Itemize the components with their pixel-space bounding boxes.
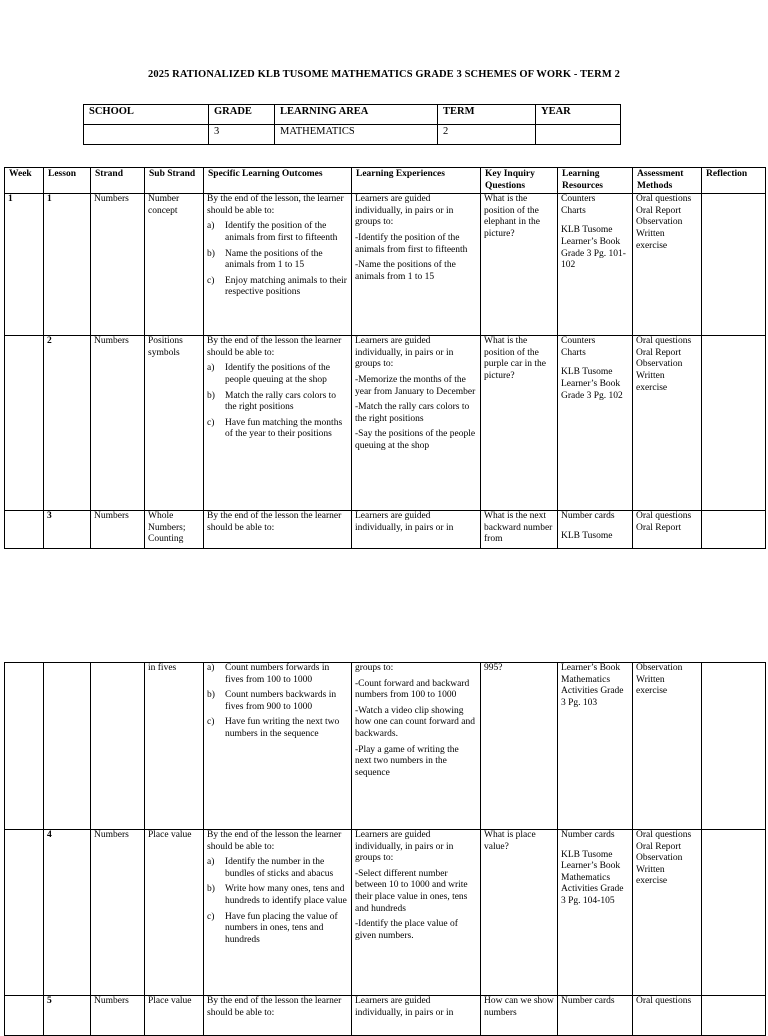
header-reflection: Reflection — [702, 168, 766, 194]
table-row — [5, 336, 766, 511]
week-cell — [5, 830, 44, 996]
experience-line: Learners are guided individually, in pairs or in groups to: — [355, 830, 454, 864]
experiences-cell — [352, 996, 481, 1036]
resource-line: Counters — [561, 194, 596, 205]
header-week: Week — [5, 168, 44, 194]
outcomes-intro: By the end of the lesson, the learner should be able to: — [207, 194, 344, 216]
info-header-year: YEAR — [536, 105, 621, 125]
header-strand: Strand — [91, 168, 145, 194]
assessment-line: Oral questions — [636, 336, 692, 347]
reflection-cell — [702, 511, 766, 549]
table-row — [5, 511, 766, 549]
experiences-cell — [352, 194, 481, 336]
sub-strand-cell: Number concept — [145, 194, 204, 336]
info-year-value — [536, 125, 621, 145]
list-text: Identify the position of the animals from first to fifteenth — [225, 221, 338, 243]
assessment-cell: Oral questions — [633, 996, 702, 1036]
week-cell — [5, 511, 44, 549]
key-inquiry-cell: What is the position of the elephant in the picture? — [481, 194, 558, 336]
list-item — [207, 912, 348, 947]
info-header-term: TERM — [438, 105, 536, 125]
resources-cell — [558, 830, 633, 996]
strand-cell — [91, 663, 145, 830]
experiences-cell — [352, 511, 481, 549]
scheme-header-row — [5, 168, 766, 194]
outcomes-cell — [204, 511, 352, 549]
list-text: Identify the positions of the people queuing at the shop — [225, 363, 331, 385]
key-inquiry-cell: What is the next backward number from — [481, 511, 558, 549]
list-item — [207, 221, 348, 244]
outcomes-cell — [204, 336, 352, 511]
list-item — [207, 276, 348, 299]
outcomes-intro: By the end of the lesson the learner should be able to: — [207, 830, 342, 852]
assessment-cell — [633, 663, 702, 830]
assessment-line: Oral questions — [636, 194, 692, 205]
list-marker: b) — [207, 884, 215, 895]
list-item — [207, 363, 348, 386]
resources-cell: Learner’s Book Mathematics Activities Grade 3 Pg. 103 — [558, 663, 633, 830]
experience-line: -Name the positions of the animals from 1 to 15 — [355, 260, 456, 282]
list-item — [207, 690, 348, 713]
list-marker: c) — [207, 717, 215, 728]
outcomes-intro: By the end of the lesson the learner should be able to: — [207, 336, 342, 358]
outcomes-intro: By the end of the lesson the learner should be able to: — [207, 996, 342, 1018]
list-text: Write how many ones, tens and hundreds to identify place value — [225, 884, 347, 906]
list-item — [207, 663, 348, 686]
assessment-cell — [633, 194, 702, 336]
document-title: 2025 RATIONALIZED KLB TUSOME MATHEMATICS GRADE 3 SCHEMES OF WORK - TERM 2 — [148, 69, 620, 80]
experience-line: -Memorize the months of the year from January to December — [355, 374, 476, 397]
week-cell — [5, 663, 44, 830]
experience-line: groups to: — [355, 663, 394, 673]
assessment-line: Written exercise — [636, 228, 668, 251]
key-inquiry-cell: 995? — [481, 663, 558, 830]
table-row — [5, 830, 766, 996]
list-item — [207, 857, 348, 880]
experience-line: Learners are guided individually, in pairs or in groups to: — [355, 194, 454, 228]
reflection-cell — [702, 996, 766, 1036]
week-cell: 1 — [5, 194, 44, 336]
header-learning-resources: Learning Resources — [558, 168, 633, 194]
header-lesson: Lesson — [44, 168, 91, 194]
lesson-cell: 3 — [44, 511, 91, 549]
sub-strand-cell: Whole Numbers; Counting — [145, 511, 204, 549]
list-item — [207, 418, 348, 441]
info-term-value: 2 — [438, 125, 536, 145]
header-assessment-methods: Assessment Methods — [633, 168, 702, 194]
experience-line: -Identify the position of the animals from first to fifteenth — [355, 232, 468, 255]
list-marker: b) — [207, 690, 215, 701]
assessment-line: Oral questions — [636, 511, 692, 522]
info-learning-area-value: MATHEMATICS — [275, 125, 438, 145]
list-item — [207, 391, 348, 414]
header-key-inquiry-questions: Key Inquiry Questions — [481, 168, 558, 194]
resource-line: KLB Tusome Learner’s Book Mathematics Activities Grade 3 Pg. 104-105 — [561, 849, 624, 906]
list-text: Name the positions of the animals from 1 to 15 — [225, 248, 323, 271]
scheme-table-page-1 — [4, 167, 766, 549]
assessment-cell — [633, 830, 702, 996]
strand-cell: Numbers — [91, 336, 145, 511]
experience-line: -Play a game of writing the next two numbers in the sequence — [355, 744, 459, 778]
info-header-learning-area: LEARNING AREA — [275, 105, 438, 125]
experiences-cell — [352, 830, 481, 996]
assessment-line: Oral Report — [636, 205, 682, 216]
outcomes-cell — [204, 996, 352, 1036]
experiences-cell — [352, 336, 481, 511]
key-inquiry-cell: What is place value? — [481, 830, 558, 996]
table-row — [5, 663, 766, 830]
list-item — [207, 884, 348, 907]
assessment-line: Observation — [636, 853, 683, 864]
assessment-line: Oral Report — [636, 841, 682, 852]
list-marker: c) — [207, 911, 215, 922]
sub-strand-cell: Place value — [145, 830, 204, 996]
resources-cell — [558, 336, 633, 511]
week-cell — [5, 336, 44, 511]
list-marker: a) — [207, 663, 215, 673]
outcomes-list — [207, 857, 348, 946]
assessment-cell — [633, 511, 702, 549]
resource-line: KLB Tusome Learner’s Book Grade 3 Pg. 102 — [561, 367, 623, 401]
assessment-line: Written exercise — [636, 864, 668, 887]
list-marker: a) — [207, 857, 215, 868]
list-text: Count numbers forwards in fives from 100 to 1000 — [225, 663, 330, 685]
key-inquiry-cell: How can we show numbers — [481, 996, 558, 1036]
list-text: Match the rally cars colors to the right positions — [225, 390, 337, 413]
assessment-cell — [633, 336, 702, 511]
info-value-row — [84, 125, 621, 145]
outcomes-list — [207, 663, 348, 741]
assessment-line: Oral Report — [636, 347, 682, 358]
list-marker: b) — [207, 390, 215, 401]
list-text: Identify the number in the bundles of sticks and abacus — [225, 857, 334, 879]
outcomes-cell — [204, 830, 352, 996]
list-marker: a) — [207, 363, 215, 374]
info-header-school: SCHOOL — [84, 105, 209, 125]
resource-line: Number cards — [561, 511, 615, 522]
info-school-value — [84, 125, 209, 145]
table-row — [5, 194, 766, 336]
reflection-cell — [702, 830, 766, 996]
list-text: Enjoy matching animals to their respective positions — [225, 275, 347, 298]
scheme-table-page-2 — [4, 662, 766, 1036]
experience-line: -Match the rally cars colors to the right positions — [355, 402, 470, 424]
list-item — [207, 249, 348, 272]
resources-cell — [558, 194, 633, 336]
experience-line: -Identify the place value of given numbers. — [355, 919, 458, 941]
info-header-row — [84, 105, 621, 125]
lesson-cell — [44, 663, 91, 830]
experience-line: Learners are guided individually, in pairs or in — [355, 996, 454, 1018]
outcomes-cell — [204, 663, 352, 830]
sub-strand-cell: Positions symbols — [145, 336, 204, 511]
resources-cell: Number cards — [558, 996, 633, 1036]
header-learning-experiences: Learning Experiences — [352, 168, 481, 194]
reflection-cell — [702, 194, 766, 336]
key-inquiry-cell: What is the position of the purple car in the picture? — [481, 336, 558, 511]
experience-line: -Watch a video clip showing how one can count forward and backwards. — [355, 705, 476, 739]
info-grade-value: 3 — [209, 125, 275, 145]
resources-cell — [558, 511, 633, 549]
assessment-line: Oral questions — [636, 830, 692, 840]
table-row — [5, 996, 766, 1036]
info-header-grade: GRADE — [209, 105, 275, 125]
list-text: Count numbers backwards in fives from 900 to 1000 — [225, 690, 337, 712]
resource-line: KLB Tusome — [561, 530, 613, 541]
header-specific-learning-outcomes: Specific Learning Outcomes — [204, 168, 352, 194]
lesson-cell: 5 — [44, 996, 91, 1036]
assessment-line: Written exercise — [636, 674, 668, 697]
strand-cell: Numbers — [91, 830, 145, 996]
list-marker: b) — [207, 248, 215, 259]
outcomes-cell — [204, 194, 352, 336]
resource-line: KLB Tusome Learner’s Book Grade 3 Pg. 101-102 — [561, 225, 626, 271]
strand-cell: Numbers — [91, 194, 145, 336]
experience-line: -Say the positions of the people queuing at the shop — [355, 429, 476, 451]
list-text: Have fun placing the value of numbers in ones, tens and hundreds — [225, 911, 338, 945]
resource-line: Charts — [561, 205, 586, 216]
sub-strand-cell: in fives — [145, 663, 204, 830]
outcomes-intro: By the end of the lesson the learner should be able to: — [207, 511, 342, 533]
list-text: Have fun matching the months of the year to their positions — [225, 417, 343, 440]
assessment-line: Written exercise — [636, 370, 668, 393]
assessment-line: Observation — [636, 217, 683, 228]
list-marker: c) — [207, 275, 215, 286]
resource-line: Counters — [561, 336, 596, 347]
lesson-cell: 1 — [44, 194, 91, 336]
lesson-cell: 2 — [44, 336, 91, 511]
list-marker: c) — [207, 417, 215, 428]
list-marker: a) — [207, 221, 215, 232]
strand-cell: Numbers — [91, 511, 145, 549]
experience-line: -Count forward and backward numbers from 100 to 1000 — [355, 678, 470, 701]
experience-line: Learners are guided individually, in pairs or in — [355, 511, 454, 533]
school-info-table — [83, 104, 621, 145]
experience-line: Learners are guided individually, in pairs or in groups to: — [355, 336, 454, 370]
resource-line: Number cards — [561, 830, 615, 840]
header-sub-strand: Sub Strand — [145, 168, 204, 194]
list-item — [207, 717, 348, 740]
assessment-line: Observation — [636, 663, 683, 673]
week-cell — [5, 996, 44, 1036]
reflection-cell — [702, 663, 766, 830]
experiences-cell — [352, 663, 481, 830]
assessment-line: Observation — [636, 359, 683, 370]
sub-strand-cell: Place value — [145, 996, 204, 1036]
reflection-cell — [702, 336, 766, 511]
outcomes-list — [207, 363, 348, 441]
assessment-line: Oral Report — [636, 522, 682, 533]
resource-line: Charts — [561, 347, 586, 358]
experience-line: -Select different number between 10 to 1000 and write their place value in ones, tens and hundreds — [355, 868, 468, 914]
list-text: Have fun writing the next two numbers in the sequence — [225, 717, 340, 739]
outcomes-list — [207, 221, 348, 299]
strand-cell: Numbers — [91, 996, 145, 1036]
lesson-cell: 4 — [44, 830, 91, 996]
